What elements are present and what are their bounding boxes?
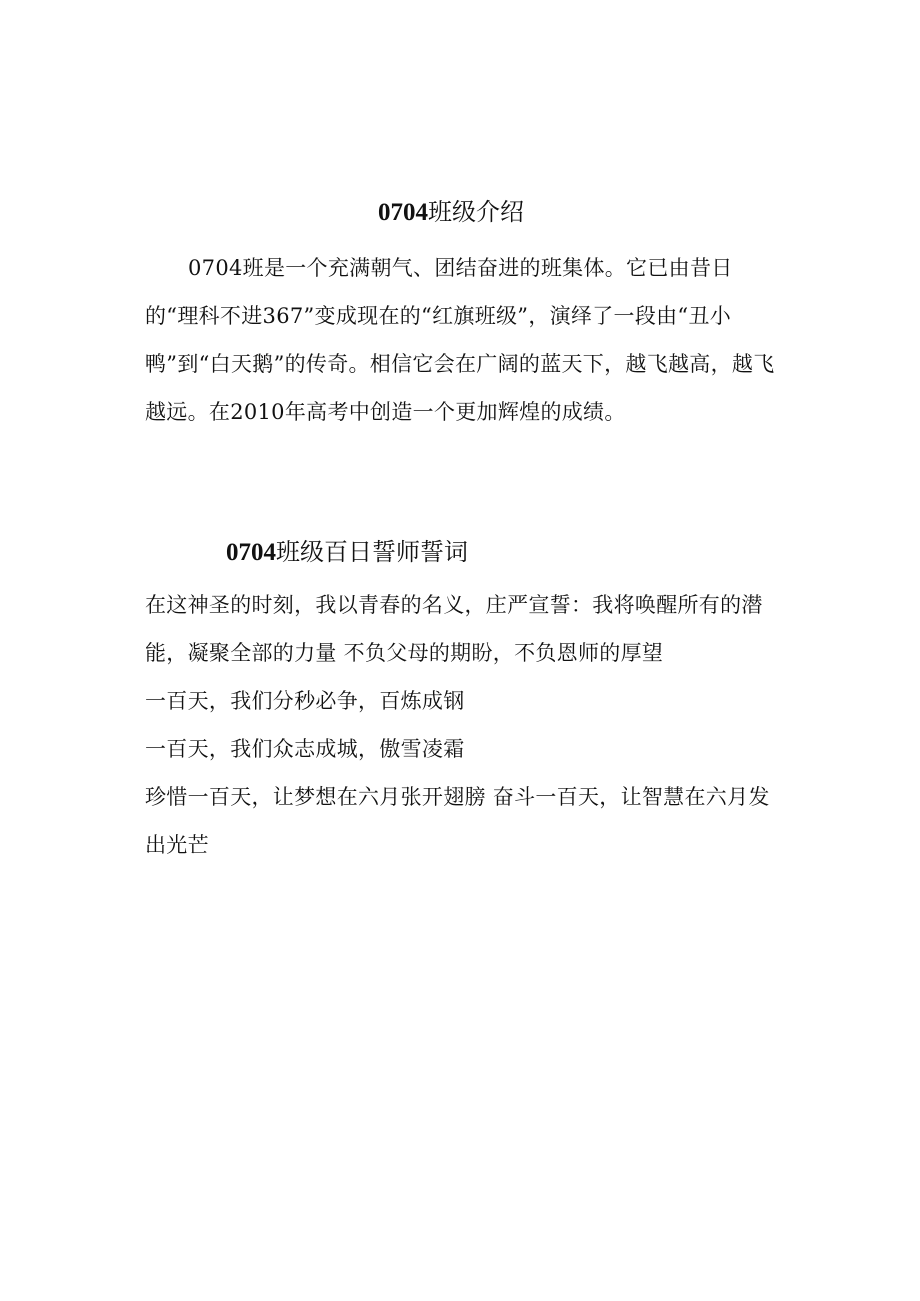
class-intro-title-number: 0704 <box>378 199 428 226</box>
oath-body <box>145 581 785 869</box>
oath-line: 一百天，我们众志成城，傲雪凌霜 <box>145 737 465 761</box>
oath-title-number: 0704 <box>226 539 276 566</box>
oath-line: 珍惜一百天，让梦想在六月张开翅膀 奋斗一百天，让智慧在六月发出光芒 <box>145 785 770 857</box>
class-intro-title <box>378 197 524 228</box>
oath-line: 一百天，我们分秒必争，百炼成钢 <box>145 689 465 713</box>
oath-title-text: 班级百日誓师誓词 <box>276 538 468 566</box>
oath-line: 在这神圣的时刻，我以青春的名义，庄严宣誓：我将唤醒所有的潜能，凝聚全部的力量 不负父母的期盼，不负恩师的厚望 <box>145 593 763 665</box>
oath-title <box>226 537 468 568</box>
class-intro-paragraph: 0704班是一个充满朝气、团结奋进的班集体。它已由昔日的“理科不进367”变成现在的“红旗班级”，演绎了一段由“丑小鸭”到“白天鹅”的传奇。相信它会在广阔的蓝天下，越飞越高，越飞越远。在2010年高考中创造一个更加辉煌的成绩。 <box>145 256 775 424</box>
class-intro-title-text: 班级介绍 <box>428 198 524 226</box>
